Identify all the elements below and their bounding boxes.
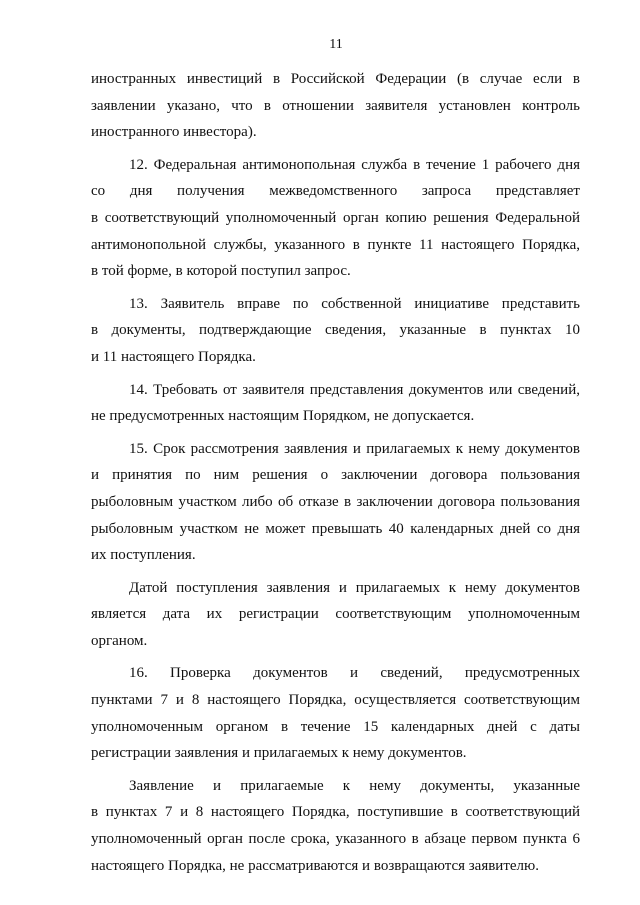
page-number: 11	[329, 37, 343, 52]
text-line: является дата их регистрации соответствующим уполномоченным	[91, 606, 580, 623]
text-line: пунктами 7 и 8 настоящего Порядка, осуществляется соответствующим	[91, 692, 580, 709]
text-line: 14. Требовать от заявителя представления документов или сведений,	[129, 381, 580, 398]
text-line: со дня получения межведомственного запроса представляет	[91, 183, 580, 200]
text-line: в документы, подтверждающие сведения, указанные в пунктах 10	[91, 322, 580, 339]
text-line: уполномоченным органом в течение 15 календарных дней с даты	[91, 718, 580, 735]
text-line: антимонопольной службы, указанного в пункте 11 настоящего Порядка,	[91, 236, 580, 253]
text-line: в той форме, в которой поступил запрос.	[91, 263, 351, 280]
text-line: 16. Проверка документов и сведений, предусмотренных	[129, 665, 580, 682]
paragraph-foreign-investment-continuation	[91, 66, 580, 146]
text-line: их поступления.	[91, 547, 196, 564]
text-line: 13. Заявитель вправе по собственной инициативе представить	[129, 295, 580, 312]
paragraph-15	[91, 436, 580, 569]
text-line: настоящего Порядка, не рассматриваются и возвращаются заявителю.	[91, 857, 539, 874]
text-line: регистрации заявления и прилагаемых к нему документов.	[91, 745, 467, 762]
text-line: в соответствующий уполномоченный орган копию решения Федеральной	[91, 209, 580, 226]
text-line: органом.	[91, 632, 148, 649]
paragraph-13	[91, 291, 580, 371]
paragraph-application-return	[91, 773, 580, 879]
text-line: не предусмотренных настоящим Порядком, не допускается.	[91, 408, 475, 425]
paragraph-12	[91, 152, 580, 285]
text-line: и 11 настоящего Порядка.	[91, 348, 256, 365]
document-body	[91, 66, 580, 879]
text-line: иностранного инвестора).	[91, 124, 257, 141]
text-line: рыболовным участком либо об отказе в заключении договора пользования	[91, 493, 580, 510]
text-line: заявлении указано, что в отношении заявителя установлен контроль	[91, 97, 580, 114]
text-line: Датой поступления заявления и прилагаемых к нему документов	[129, 579, 580, 596]
paragraph-14	[91, 377, 580, 430]
text-line: иностранных инвестиций в Российской Федерации (в случае если в	[91, 71, 580, 87]
text-line: рыболовным участком не может превышать 40 календарных дней со дня	[91, 520, 580, 537]
paragraph-receipt-date	[91, 575, 580, 655]
text-line: Заявление и прилагаемые к нему документы, указанные	[129, 777, 580, 794]
text-line: 15. Срок рассмотрения заявления и прилагаемых к нему документов	[129, 440, 580, 457]
text-line: и принятия по ним решения о заключении договора пользования	[91, 467, 580, 484]
text-line: уполномоченный орган после срока, указанного в абзаце первом пункта 6	[91, 831, 580, 848]
text-line: 12. Федеральная антимонопольная служба в течение 1 рабочего дня	[129, 156, 580, 173]
text-line: в пунктах 7 и 8 настоящего Порядка, поступившие в соответствующий	[91, 804, 580, 821]
paragraph-16	[91, 660, 580, 766]
